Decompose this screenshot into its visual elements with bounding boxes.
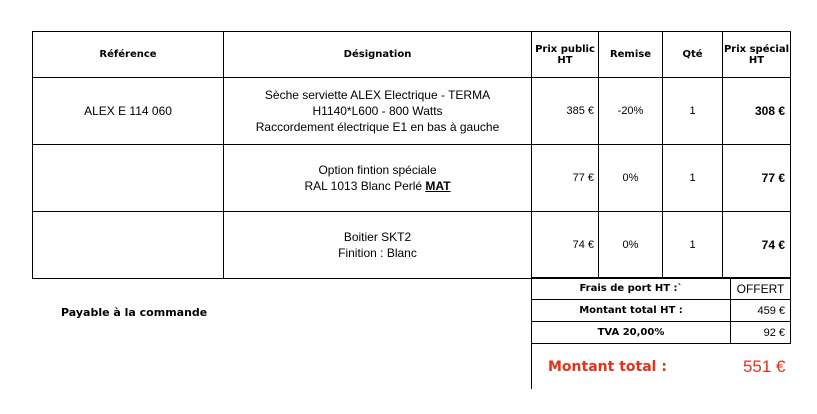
table-row [33, 78, 791, 145]
subtotal-value: 459 € [731, 300, 791, 322]
designation-line [224, 178, 531, 194]
cell-special-price: 308 € [723, 78, 791, 145]
cell-reference [33, 145, 224, 212]
quote-table [32, 31, 791, 279]
cell-reference: ALEX E 114 060 [33, 78, 224, 145]
totals-row-vat [532, 322, 791, 344]
cell-public-price: 74 € [532, 212, 599, 279]
designation-line: Sèche serviette ALEX Electrique - TERMA [264, 88, 491, 102]
header-public-price: Prix public HT [532, 32, 599, 78]
header-reference: Référence [33, 32, 224, 78]
grand-total-value: 551 € [731, 344, 791, 390]
cell-reference [33, 212, 224, 279]
totals-row-grand [532, 344, 791, 390]
header-designation: Désignation [224, 32, 532, 78]
totals-row-shipping [532, 278, 791, 300]
subtotal-label: Montant total HT : [532, 300, 731, 322]
totals-table [531, 277, 791, 389]
table-row [33, 145, 791, 212]
vat-value: 92 € [731, 322, 791, 344]
cell-designation [224, 78, 532, 145]
totals-row-subtotal [532, 300, 791, 322]
shipping-value: OFFERT [731, 278, 791, 300]
designation-line: Finition : Blanc [338, 246, 417, 260]
cell-discount: -20% [599, 78, 663, 145]
cell-discount: 0% [599, 212, 663, 279]
cell-public-price: 385 € [532, 78, 599, 145]
header-qty: Qté [663, 32, 723, 78]
cell-designation [224, 212, 532, 279]
cell-qty: 1 [663, 78, 723, 145]
cell-special-price: 77 € [723, 145, 791, 212]
grand-total-label: Montant total : [532, 344, 731, 390]
designation-line: Boitier SKT2 [343, 230, 412, 244]
shipping-label: Frais de port HT :` [532, 278, 731, 300]
cell-special-price: 74 € [723, 212, 791, 279]
cell-qty: 1 [663, 212, 723, 279]
cell-designation [224, 145, 532, 212]
designation-text: RAL 1013 Blanc Perlé [304, 179, 426, 193]
payable-note: Payable à la commande [61, 306, 208, 319]
header-special-price: Prix spécial HT [723, 32, 791, 78]
table-row [33, 212, 791, 279]
cell-public-price: 77 € [532, 145, 599, 212]
designation-line: Raccordement électrique E1 en bas à gauche [255, 120, 500, 134]
designation-line: Option fintion spéciale [318, 163, 437, 177]
cell-qty: 1 [663, 145, 723, 212]
header-discount: Remise [599, 32, 663, 78]
finish-emphasis: MAT [425, 179, 451, 193]
header-row [33, 32, 791, 78]
designation-line: H1140*L600 - 800 Watts [312, 104, 443, 118]
vat-label: TVA 20,00% [532, 322, 731, 344]
cell-discount: 0% [599, 145, 663, 212]
